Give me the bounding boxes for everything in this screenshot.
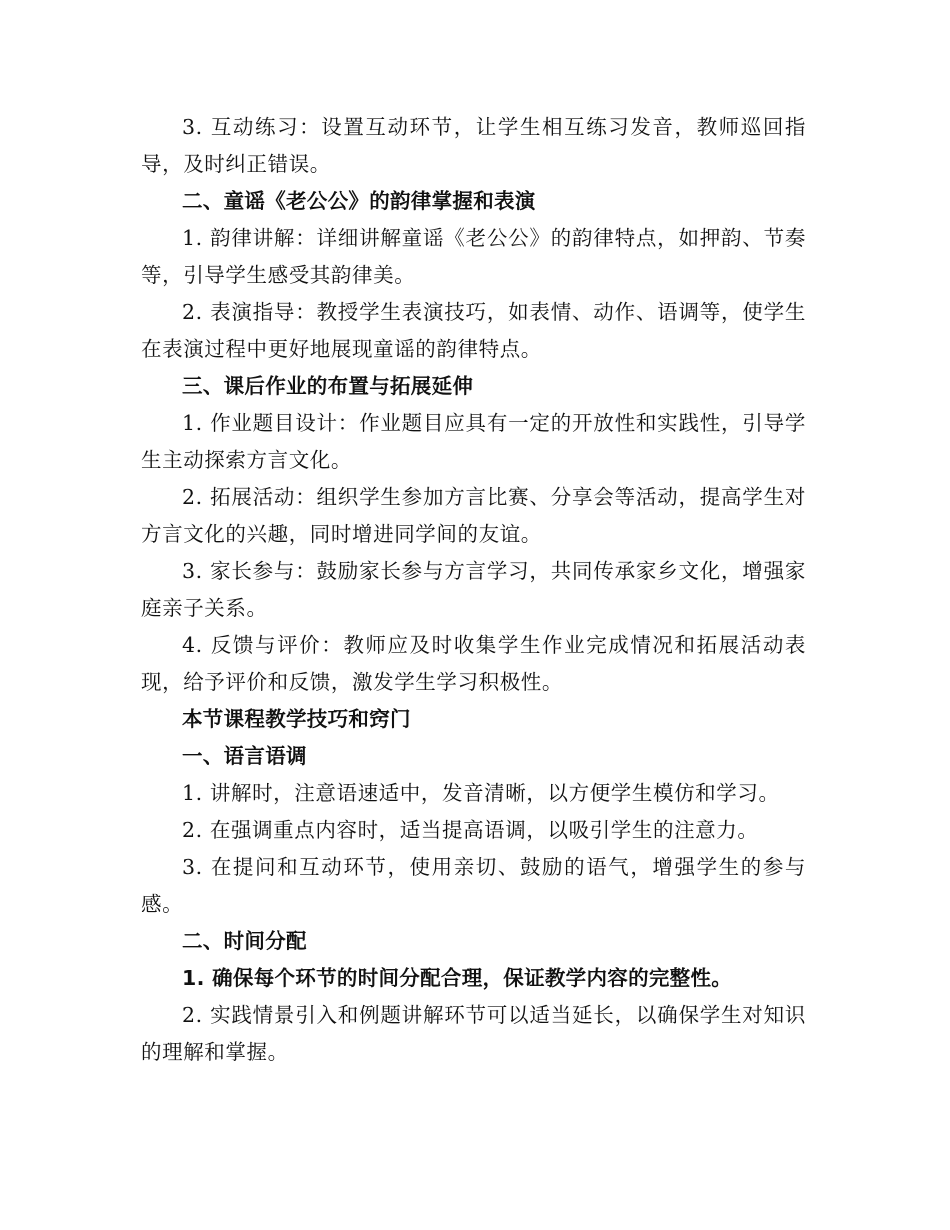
paragraph-parent-participation: 3. 家长参与：鼓励家长参与方言学习，共同传承家乡文化，增强家庭亲子关系。 <box>141 559 806 620</box>
paragraph-performance-guidance: 2. 表演指导：教授学生表演技巧，如表情、动作、语调等，使学生在表演过程中更好地展现童谣的韵律特点。 <box>141 300 806 361</box>
paragraph-rhyme-explanation: 1. 韵律讲解：详细讲解童谣《老公公》的韵律特点，如押韵、节奏等，引导学生感受其韵律美。 <box>141 226 806 287</box>
heading-time-allocation: 二、时间分配 <box>182 929 307 953</box>
paragraph-feedback-evaluation: 4. 反馈与评价：教师应及时收集学生作业完成情况和拓展活动表现，给予评价和反馈，激发学生学习积极性。 <box>141 633 806 694</box>
heading-teaching-tips: 本节课程教学技巧和窍门 <box>182 707 411 731</box>
heading-language-tone: 一、语言语调 <box>182 744 307 768</box>
paragraph-homework-design: 1. 作业题目设计：作业题目应具有一定的开放性和实践性，引导学生主动探索方言文化。 <box>141 411 806 472</box>
paragraph-reasonable-time: 1. 确保每个环节的时间分配合理，保证教学内容的完整性。 <box>182 966 733 990</box>
paragraph-extension-activities: 2. 拓展活动：组织学生参加方言比赛、分享会等活动，提高学生对方言文化的兴趣，同时增进同学间的友谊。 <box>141 485 806 546</box>
paragraph-interactive-practice: 3. 互动练习：设置互动环节，让学生相互练习发音，教师巡回指导，及时纠正错误。 <box>141 115 806 176</box>
paragraph-extend-sections: 2. 实践情景引入和例题讲解环节可以适当延长，以确保学生对知识的理解和掌握。 <box>141 1003 806 1064</box>
heading-homework-extension: 三、课后作业的布置与拓展延伸 <box>182 374 474 398</box>
paragraph-speech-rate: 1. 讲解时，注意语速适中，发音清晰，以方便学生模仿和学习。 <box>182 781 780 805</box>
document-body <box>141 109 806 1071</box>
paragraph-emphasis-tone: 2. 在强调重点内容时，适当提高语调，以吸引学生的注意力。 <box>182 818 759 842</box>
paragraph-encouraging-tone: 3. 在提问和互动环节，使用亲切、鼓励的语气，增强学生的参与感。 <box>141 855 806 916</box>
heading-rhyme-mastery: 二、童谣《老公公》的韵律掌握和表演 <box>182 189 536 213</box>
